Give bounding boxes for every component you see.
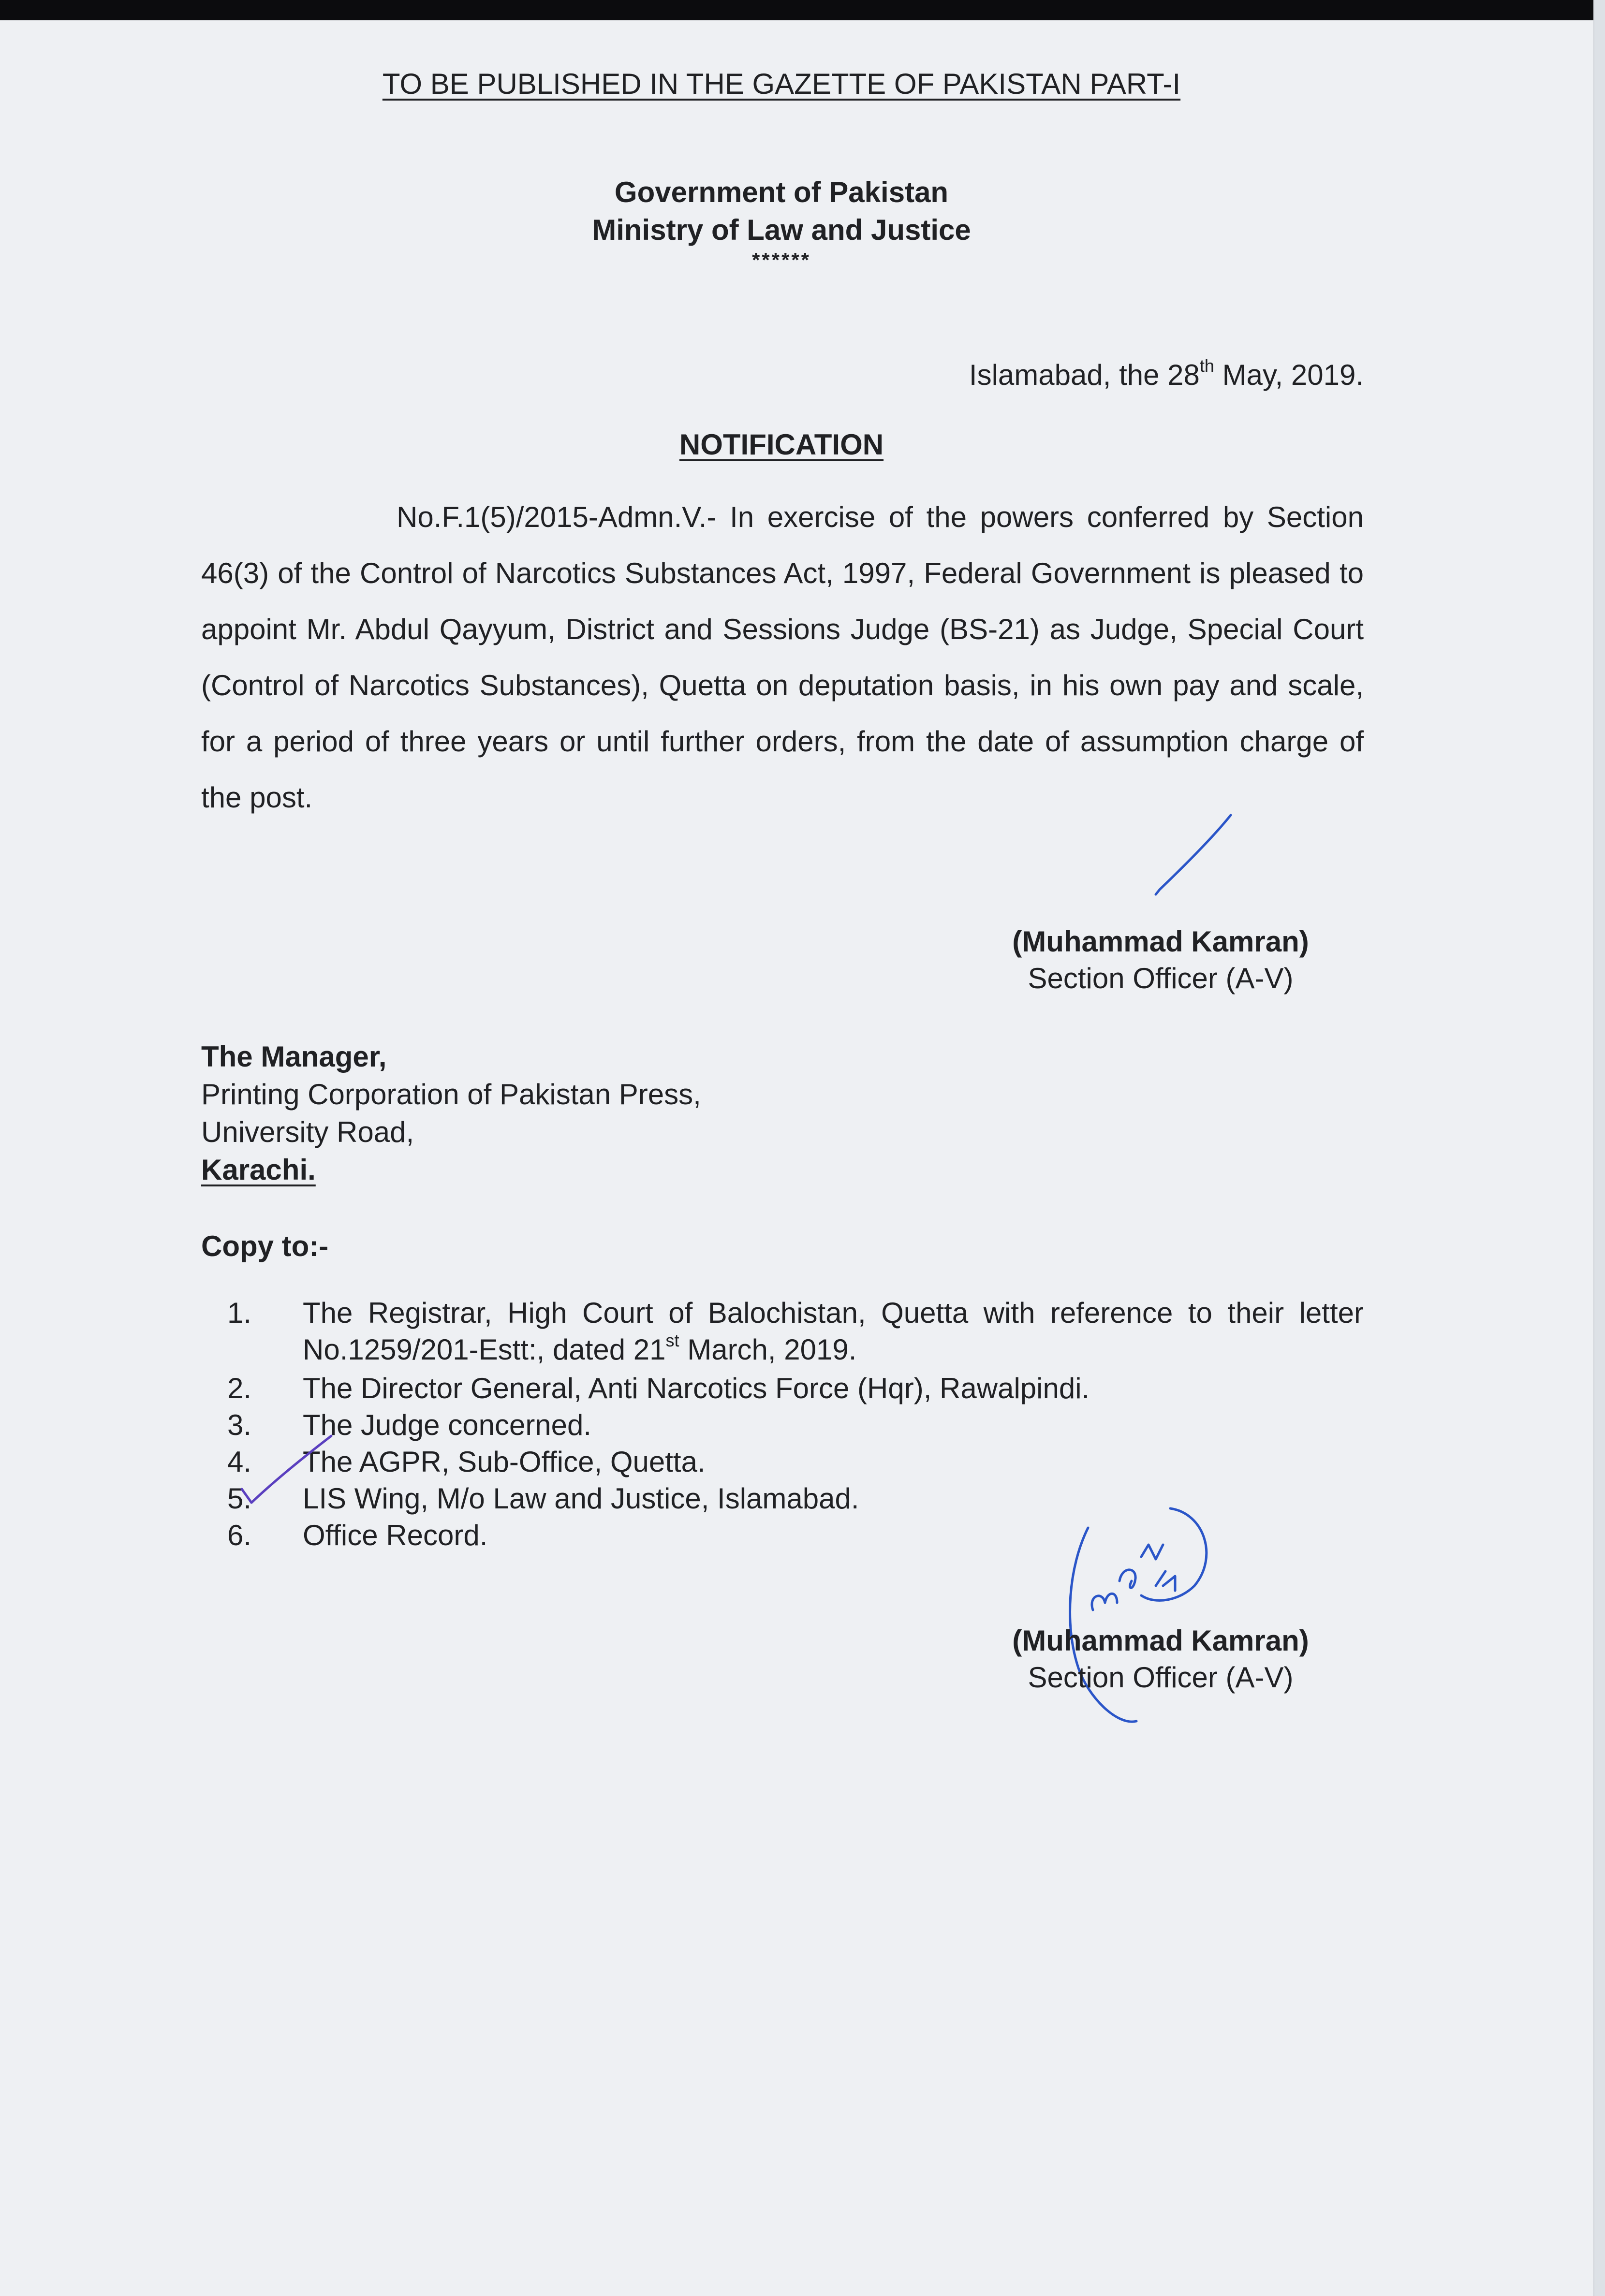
notification-title: NOTIFICATION [679, 428, 884, 461]
copy-item-number: 4. [227, 1446, 252, 1478]
notification-body [201, 489, 1364, 826]
signatory-name: (Muhammad Kamran) [1012, 925, 1309, 958]
government-title: Government of Pakistan [614, 176, 949, 208]
copy-item-text: The Director General, Anti Narcotics Force (Hqr), Rawalpindi. [303, 1372, 1090, 1404]
separator-stars: ****** [751, 249, 811, 271]
copy-item-1-text-b: March, 2019. [679, 1333, 857, 1366]
date-prefix: Islamabad, the 28 [969, 359, 1200, 391]
copy-item-text: LIS Wing, M/o Law and Justice, Islamabad. [303, 1482, 859, 1515]
signatory-designation: Section Officer (A-V) [1028, 962, 1294, 994]
initials-signature [1059, 1499, 1223, 1740]
copy-item-text [303, 1295, 1364, 1368]
copy-item-text: The Judge concerned. [303, 1409, 592, 1441]
tick-mark-icon [232, 1431, 339, 1508]
date-superscript: th [1199, 356, 1214, 376]
addressee-city: Karachi. [201, 1154, 316, 1186]
copy-item-text: Office Record. [303, 1519, 488, 1551]
scan-right-edge [1593, 0, 1605, 2296]
issue-date [919, 358, 1364, 393]
copy-item-text: The AGPR, Sub-Office, Quetta. [303, 1446, 706, 1478]
signatory-designation: Section Officer (A-V) [1028, 1661, 1294, 1694]
gazette-line: TO BE PUBLISHED IN THE GAZETTE OF PAKISTAN PART-I [382, 68, 1181, 100]
signatory-name: (Muhammad Kamran) [1012, 1624, 1309, 1657]
copy-item-number: 3. [227, 1409, 252, 1441]
copy-item-1-text-a: The Registrar, High Court of Balochistan, Quetta with reference to their letter No.1259/201-Estt:, dated 21 [303, 1297, 1364, 1366]
copy-item-number: 1. [227, 1297, 252, 1329]
notification-body-text: No.F.1(5)/2015-Admn.V.- In exercise of the powers conferred by Section 46(3) of the Control of Narcotics Substances Act, 1997, Federal Government is pleased to appoint Mr. Abdul Qayyum, District and Sessions Judge (BS-21) as Judge, Special Court (Control of Narcotics Substances), Quetta on deputation basis, in his own pay and scale, for a period of three years or until further orders, from the date of assumption charge of the post. [201, 501, 1364, 814]
scan-top-border [0, 0, 1605, 20]
copy-item-number: 6. [227, 1519, 252, 1551]
addressee-line-1: Printing Corporation of Pakistan Press, [201, 1078, 701, 1111]
addressee-title: The Manager, [201, 1040, 387, 1073]
copy-item-number: 2. [227, 1372, 252, 1404]
copy-item-number: 5. [227, 1482, 252, 1515]
ministry-title: Ministry of Law and Justice [592, 214, 971, 246]
date-suffix: May, 2019. [1214, 359, 1364, 391]
signature-stroke [1132, 812, 1238, 899]
copy-to-heading: Copy to:- [201, 1230, 329, 1262]
copy-item-1-superscript: st [665, 1331, 679, 1350]
addressee-line-2: University Road, [201, 1116, 414, 1148]
